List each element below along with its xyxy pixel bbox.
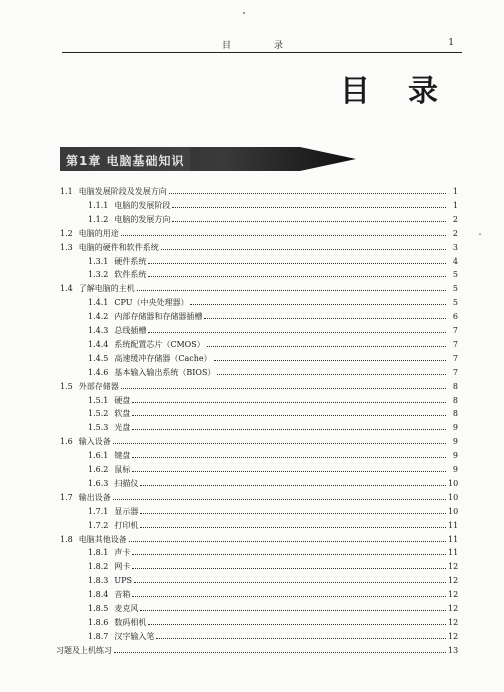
- toc-entry-title: 输入设备: [78, 437, 111, 447]
- toc-entry-title: 扫描仪: [114, 478, 139, 488]
- toc-entry-title: 电脑的发展阶段: [114, 200, 171, 210]
- toc-entry-title: 习题及上机练习: [56, 645, 112, 655]
- toc-entry-number: 1.6: [60, 437, 73, 447]
- toc-entry-leader: [148, 275, 446, 277]
- toc-entry-number: 1.4.3: [88, 326, 109, 335]
- toc-entry-title: 总线插槽: [114, 326, 147, 335]
- toc-entry-title: 内部存储器和存储器插槽: [114, 312, 203, 322]
- toc-entry-title: 软件系统: [114, 270, 147, 280]
- toc-entry-page: 12: [448, 576, 459, 586]
- toc-entry-page: 2: [452, 228, 458, 238]
- toc-entry-title: UPS: [114, 576, 132, 586]
- toc-entry-page: 5: [452, 284, 458, 294]
- toc-entry-leader: [148, 331, 446, 333]
- toc-entry: [60, 241, 458, 254]
- page-title-char-2: 录: [408, 74, 438, 109]
- toc-entry-leader: [132, 428, 446, 430]
- toc-entry-title: CPU（中央处理器）: [114, 298, 189, 308]
- toc-entry-title: 数码相机: [114, 617, 147, 627]
- toc-entry-title: 鼠标: [114, 465, 131, 474]
- toc-entry-title: 硬件系统: [114, 256, 147, 266]
- chapter-banner: [60, 145, 360, 173]
- toc-entry-page: 10: [448, 492, 459, 502]
- header-rule: [62, 52, 462, 53]
- toc-entry-number: 1.1.2: [88, 214, 109, 224]
- toc-entry-number: 1.5.3: [88, 423, 109, 433]
- toc-entry: [88, 394, 458, 407]
- toc-entry-page: 7: [452, 367, 458, 377]
- toc-entry: [60, 185, 458, 198]
- toc-entry-number: 1.8.7: [88, 631, 109, 641]
- toc-entry-page: 12: [448, 604, 459, 613]
- toc-entry-number: 1.1.1: [88, 200, 109, 210]
- toc-entry-page: 10: [448, 506, 459, 516]
- toc-entry-leader: [148, 623, 446, 625]
- toc-entry-page: 8: [452, 409, 458, 419]
- toc-entry-leader: [137, 289, 446, 291]
- toc-entry-title: 软盘: [114, 409, 131, 419]
- toc-entry-leader: [132, 456, 446, 458]
- toc-entry-title: 汉字输入笔: [114, 631, 155, 641]
- toc-entry-title: 键盘: [114, 451, 131, 461]
- toc-entry-leader: [190, 303, 446, 305]
- toc-entry-page: 1: [452, 200, 458, 210]
- toc-entry-number: 1.7: [60, 492, 73, 502]
- toc-entry-title: 电脑的发展方向: [114, 214, 171, 224]
- toc-entry-title: 电脑的硬件和软件系统: [78, 242, 159, 252]
- toc-entry-leader: [140, 484, 446, 486]
- toc-entry-leader: [132, 470, 446, 472]
- toc-entry-page: 7: [452, 326, 458, 335]
- toc-entry: [60, 227, 458, 240]
- toc-entry-number: 1.8.3: [88, 576, 109, 586]
- toc-entry-title: 电脑发展阶段及发展方向: [78, 187, 167, 196]
- toc-entry: [88, 449, 458, 462]
- toc-entry-title: 打印机: [114, 520, 139, 530]
- toc-entry-number: 1.4.5: [88, 353, 109, 363]
- toc-entry: [88, 310, 458, 323]
- toc-entry-page: 3: [452, 242, 458, 252]
- toc-entry-leader: [113, 442, 446, 444]
- toc-entry-leader: [172, 220, 446, 222]
- toc-entry-number: 1.3: [60, 242, 73, 252]
- toc-entry-title: 网卡: [114, 562, 131, 572]
- toc-entry-number: 1.5.1: [88, 395, 109, 405]
- toc-entry-title: 了解电脑的主机: [78, 284, 135, 294]
- page-title-char-1: 目: [340, 74, 370, 109]
- toc-entry: [88, 338, 458, 351]
- toc-entry-number: 1.1: [60, 187, 73, 196]
- toc-entry-number: 1.2: [60, 228, 73, 238]
- toc-entry: [88, 463, 458, 476]
- toc-entry-page: 10: [448, 478, 459, 488]
- toc-entry-number: 1.8.2: [88, 562, 109, 572]
- toc-entry-page: 12: [448, 562, 459, 572]
- toc-entry-number: 1.4.4: [88, 339, 109, 349]
- toc-entry-number: 1.6.1: [88, 451, 109, 461]
- toc-entry-page: 9: [452, 423, 458, 433]
- toc-entry-page: 8: [452, 381, 458, 391]
- toc-entry-page: 12: [448, 631, 459, 641]
- toc-entry-page: 13: [448, 645, 459, 655]
- toc-entry-title: 硬盘: [114, 395, 131, 405]
- toc-entry-page: 9: [452, 437, 458, 447]
- chapter-banner-text: 第1章 电脑基础知识: [66, 154, 185, 168]
- toc-entry: [88, 407, 458, 420]
- toc-entry-leader: [132, 595, 446, 597]
- toc-entry-title: 电脑其他设备: [78, 534, 127, 544]
- toc-entry-title: 基本输入输出系统（BIOS）: [114, 367, 216, 377]
- toc-entry-page: 9: [452, 451, 458, 461]
- toc-entry-leader: [140, 609, 446, 611]
- toc-entry: [88, 324, 458, 337]
- toc-entry: [88, 477, 458, 490]
- toc-entry: [88, 366, 458, 379]
- toc-entry-number: 1.3.1: [88, 256, 109, 266]
- toc-entry: [56, 644, 458, 657]
- running-header-mid: 录: [274, 41, 284, 51]
- toc-entry: [88, 519, 458, 532]
- toc-entry-page: 7: [452, 339, 458, 349]
- toc-entry-page: 12: [448, 617, 459, 627]
- toc-entry: [88, 213, 458, 226]
- toc-entry-page: 5: [452, 270, 458, 280]
- page-title: [340, 66, 460, 109]
- toc-entry: [88, 630, 458, 643]
- toc-entry-number: 1.8.5: [88, 604, 109, 613]
- toc-entry: [88, 588, 458, 601]
- toc-entry-leader: [204, 317, 446, 319]
- toc-entry-page: 9: [452, 465, 458, 474]
- toc-entry-leader: [140, 512, 446, 514]
- toc-entry-number: 1.6.3: [88, 478, 109, 488]
- toc-entry-page: 7: [452, 353, 458, 363]
- toc-entry-title: 麦克风: [114, 604, 139, 613]
- toc-entry-leader: [129, 540, 446, 542]
- toc-entry-number: 1.8.4: [88, 590, 109, 600]
- toc-entry-page: 4: [452, 256, 458, 266]
- toc-entry-number: 1.5.2: [88, 409, 109, 419]
- toc-entry-number: 1.8.1: [88, 548, 109, 558]
- toc-entry-leader: [172, 206, 446, 208]
- toc-entry-leader: [207, 345, 446, 347]
- toc-entry: [88, 199, 458, 212]
- toc-entry: [88, 602, 458, 615]
- toc-entry-title: 输出设备: [78, 492, 111, 502]
- toc-entry-page: 12: [448, 590, 459, 600]
- toc-entry-page: 11: [448, 548, 459, 558]
- toc-entry-leader: [132, 567, 446, 569]
- toc-entry-leader: [132, 401, 446, 403]
- toc-entry-number: 1.7.2: [88, 520, 109, 530]
- toc-entry-page: 5: [452, 298, 458, 308]
- toc-entry-title: 高速缓冲存储器（Cache）: [114, 353, 212, 363]
- toc-entry: [88, 560, 458, 573]
- toc-entry-number: 1.7.1: [88, 506, 109, 516]
- running-header: [62, 36, 462, 52]
- toc-entry-leader: [217, 373, 446, 375]
- toc-entry-title: 电脑的用途: [78, 228, 119, 238]
- toc-entry-number: 1.3.2: [88, 270, 109, 280]
- toc-entry: [88, 574, 458, 587]
- toc-entry-leader: [214, 359, 446, 361]
- toc-entry-title: 音箱: [114, 590, 131, 600]
- toc-entry: [88, 616, 458, 629]
- toc-entry-number: 1.4.6: [88, 367, 109, 377]
- scan-speck: [243, 12, 245, 14]
- toc-entry-leader: [132, 553, 446, 555]
- toc-entry-leader: [114, 651, 446, 653]
- toc-entry-number: 1.8: [60, 534, 73, 544]
- toc-entry-number: 1.4.2: [88, 312, 109, 322]
- toc-entry-page: 8: [452, 395, 458, 405]
- toc-entry: [88, 505, 458, 518]
- toc-entry-title: 外部存储器: [78, 381, 119, 391]
- toc-entry-page: 11: [448, 534, 459, 544]
- toc-entry-page: 1: [452, 187, 458, 196]
- toc-entry-title: 光盘: [114, 423, 131, 433]
- toc-entry-title: 显示器: [114, 506, 139, 516]
- toc-entry: [60, 435, 458, 448]
- toc-entry: [88, 546, 458, 559]
- toc-entry: [88, 421, 458, 434]
- toc-entry-leader: [121, 234, 446, 236]
- scan-mark: ˇ: [478, 233, 482, 242]
- toc-entry: [60, 491, 458, 504]
- toc-entry-title: 声卡: [114, 548, 131, 558]
- toc-entry: [88, 296, 458, 309]
- toc-entry: [88, 352, 458, 365]
- toc-entry: [88, 268, 458, 281]
- toc-entry-title: 系统配置芯片（CMOS）: [114, 339, 205, 349]
- toc-entry-leader: [161, 248, 446, 250]
- toc-entry: [60, 282, 458, 295]
- toc-entry-leader: [134, 581, 446, 583]
- toc-entry-page: 6: [452, 312, 458, 322]
- toc-entry-leader: [140, 526, 446, 528]
- toc-entry-leader: [113, 498, 446, 500]
- toc-entry-number: 1.5: [60, 381, 73, 391]
- toc-entry-page: 11: [448, 520, 459, 530]
- toc-entry: [88, 255, 458, 268]
- running-header-left: 目: [222, 41, 233, 51]
- toc-entry-leader: [156, 637, 446, 639]
- toc-entry-leader: [169, 192, 446, 194]
- toc-entry: [60, 533, 458, 546]
- toc-entry-page: 2: [452, 214, 458, 224]
- toc-entry-leader: [148, 262, 446, 264]
- toc-entry-leader: [132, 414, 446, 416]
- table-of-contents: [56, 185, 460, 655]
- toc-entry: [60, 380, 458, 393]
- toc-entry-number: 1.4: [60, 284, 73, 294]
- toc-entry-number: 1.4.1: [88, 298, 109, 308]
- toc-entry-number: 1.6.2: [88, 465, 109, 474]
- running-header-page-number: 1: [448, 38, 454, 48]
- toc-entry-leader: [121, 387, 446, 389]
- toc-entry-number: 1.8.6: [88, 617, 109, 627]
